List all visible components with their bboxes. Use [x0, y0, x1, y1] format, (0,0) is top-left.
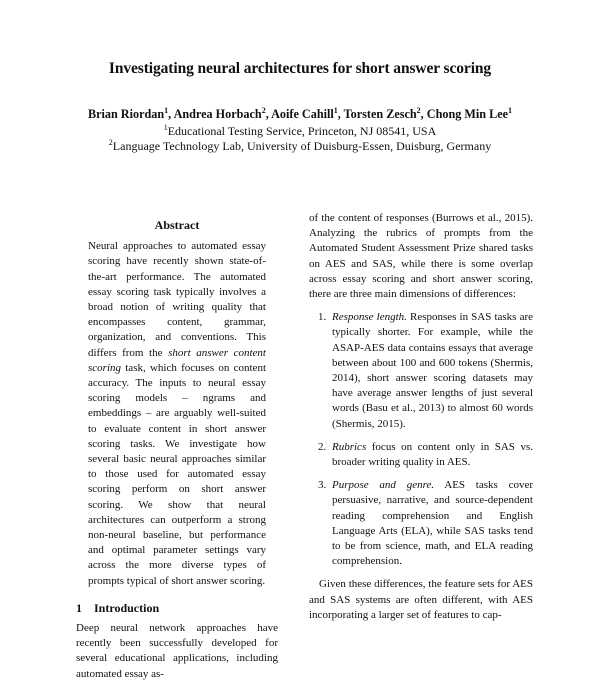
section-heading-introduction: 1 Introduction: [76, 600, 160, 615]
body-paragraph: of the content of responses (Burrows et al., 2015). Analyzing the rubrics of prompts from the Automated Student Assessment Prize shared tasks on AES and SAS, while there is some overlap across essay scoring and short answer scoring, there are three main dimensions of differences:: [309, 212, 533, 301]
body-paragraph: Given these differences, the feature sets for AES and SAS systems are often different, with AES incorporating a larger set of features to cap-: [309, 578, 533, 621]
author-list: [0, 106, 600, 122]
right-column: [309, 211, 533, 623]
affiliation-1: $^1$Educational Testing Service, Princeton, NJ 08541, USA: [163, 123, 437, 138]
left-column: [76, 218, 278, 682]
intro-paragraph: Deep neural network approaches have recently been successfully developed for several educational applications, including automated essay as-: [76, 622, 278, 680]
abstract-text: Neural approaches to automated essay scoring have recently shown state-of-the-art performance. The automated essay scoring task typically involves a broad notion of writing quality that encompasses content, grammar, organization, and conventions. This differs from the short answer content scoring task, which focuses on content accuracy. The inputs to neural essay scoring models – ngrams and embeddings – are arguably well-suited to evaluate content in short answer scoring tasks. We investigate how several basic neural approaches similar to those used for automated essay scoring perform on short answer scoring. We show that neural architectures can outperform a strong non-neural baseline, but performance and optimal parameter settings vary across the more diverse types of prompts typical of short answer scoring.: [88, 240, 266, 587]
list-item: 3. Purpose and genre. AES tasks cover persuasive, narrative, and source-dependent reading comprehension and English Language Arts (ELA), while SAS tasks tend to be from science, math, and ELA reading comprehension.: [318, 479, 533, 568]
author: Aoife Cahill$^1$,: [271, 106, 344, 122]
author: Chong Min Lee$^1$: [426, 106, 513, 122]
author: Brian Riordan$^1$,: [87, 106, 174, 122]
affiliation-2: $^2$Language Technology Lab, University of Duisburg-Essen, Duisburg, Germany: [108, 138, 492, 153]
paper-title: Investigating neural architectures for short answer scoring: [108, 60, 492, 77]
differences-list: [309, 310, 533, 569]
author: Andrea Horbach$^2$,: [173, 106, 272, 122]
author: Torsten Zesch$^2$,: [343, 106, 427, 122]
abstract-heading: Abstract: [154, 218, 200, 232]
list-item: 2. Rubrics focus on content only in SAS vs. broader writing quality in AES.: [318, 440, 533, 469]
list-item: 1. Response length. Responses in SAS tasks are typically shorter. For example, while the ASAP-AES data contains essays that average between about 100 and 600 tokens (Shermis, 2014), short answer scoring datasets may have average answer lengths of just several words (Basu et al., 2013) to almost 60 words (Shermis, 2015).: [318, 311, 533, 430]
